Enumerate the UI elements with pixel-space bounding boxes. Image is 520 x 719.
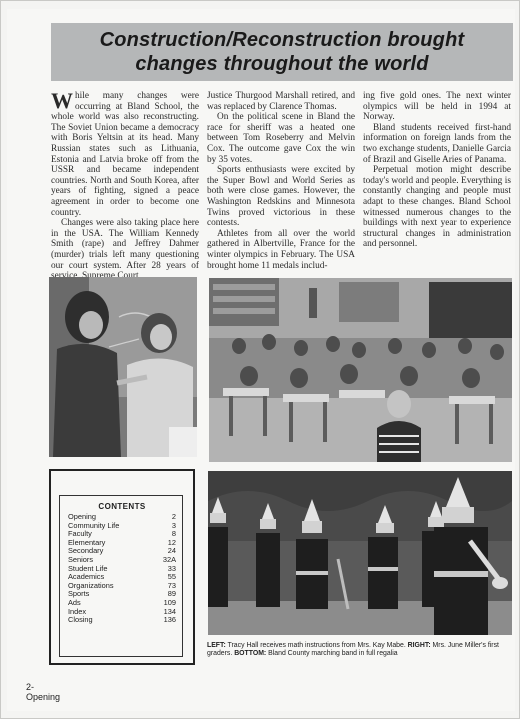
article-column-3	[363, 91, 511, 250]
article-paragraph: Athletes from all over the world gathered in Albertville, France for the winter olympics in February. The USA brought home 11 medals includ-	[207, 228, 355, 271]
photo-marching-band	[208, 471, 512, 635]
article-paragraph: Justice Thurgood Marshall retired, and was replaced by Clarence Thomas.	[207, 91, 355, 112]
section-name: Opening	[26, 692, 61, 702]
toc-entry: Academics 55	[68, 572, 176, 582]
toc-entry: Opening 2	[68, 512, 176, 521]
toc-entry: Organizations 73	[68, 580, 176, 590]
headline-banner	[51, 23, 513, 81]
toc-entry: Sports 89	[68, 589, 176, 599]
page-number: 2-	[26, 682, 35, 692]
article-paragraph: Perpetual motion might describe today's world and people. Everything is constantly changing and people must adapt to these changes. Bland School witnessed numerous changes to the buildings with next year to experience structural changes in administration and personnel.	[363, 165, 511, 250]
article-column-1	[51, 88, 199, 282]
toc-entry: Community Life 3	[68, 520, 176, 530]
contents-box	[49, 469, 195, 665]
toc-entry: Closing 136	[68, 615, 176, 625]
toc-entry: Elementary 12	[68, 537, 176, 547]
toc-entry: Student Life 33	[68, 563, 176, 573]
contents-list	[59, 495, 183, 657]
toc-entry: Seniors 32A	[68, 554, 176, 564]
contents-title: CONTENTS	[98, 502, 146, 511]
article-paragraph: On the political scene in Bland the race for sheriff was a heated one between Tom Roseberry and Melvin Cox. The outcome gave Cox the win by 35 votes.	[207, 112, 355, 165]
article-paragraph: ing five gold ones. The next winter olympics will be held in 1994 at Norway.	[363, 91, 511, 123]
article-paragraph: While many changes were occurring at Bland School, the whole world was also reconstructing. The Soviet Union became a democracy with Boris Yeltsin at its head. Many Russian states such as Lithuania, Estonia and Latvia broke off from the USSR and became independent countries. North and South Korea, after years of fighting, signed a peace agreement in order to become one country.	[51, 88, 199, 218]
photo-caption: LEFT: Tracy Hall receives math instructions from Mrs. Kay Mabe. RIGHT: Mrs. June Miller's first graders. BOTTOM: Bland County marching band in full regalia	[207, 642, 499, 658]
photo-math-instruction	[49, 277, 197, 457]
article-column-2	[207, 91, 355, 271]
headline-line-2: changes throughout the world	[135, 53, 429, 75]
toc-entry: Faculty 8	[68, 529, 176, 539]
toc-entry: Index 134	[68, 606, 176, 616]
toc-entry: Secondary 24	[68, 546, 176, 556]
page-folio	[26, 682, 60, 702]
headline-line-1: Construction/Reconstruction brought	[99, 29, 465, 51]
toc-entry: Ads 109	[68, 597, 176, 607]
article-paragraph: Bland students received first-hand information on foreign lands from the two exchange students, Danielle Garcia of Brazil and Giselle Aries of Panama.	[363, 122, 511, 165]
drop-cap: W	[51, 88, 73, 113]
article-paragraph: Changes were also taking place here in the USA. The William Kennedy Smith (rape) and Jeffrey Dahmer (murder) trials left many questioning our court system. After 28 years of	[51, 218, 199, 271]
article-paragraph: Sports enthusiasts were excited by the Super Bowl and World Series as both were close games. However, the Washington Redskins and Minnesota Twins proved victorious in these contests.	[207, 165, 355, 229]
photo-first-graders	[209, 278, 512, 462]
